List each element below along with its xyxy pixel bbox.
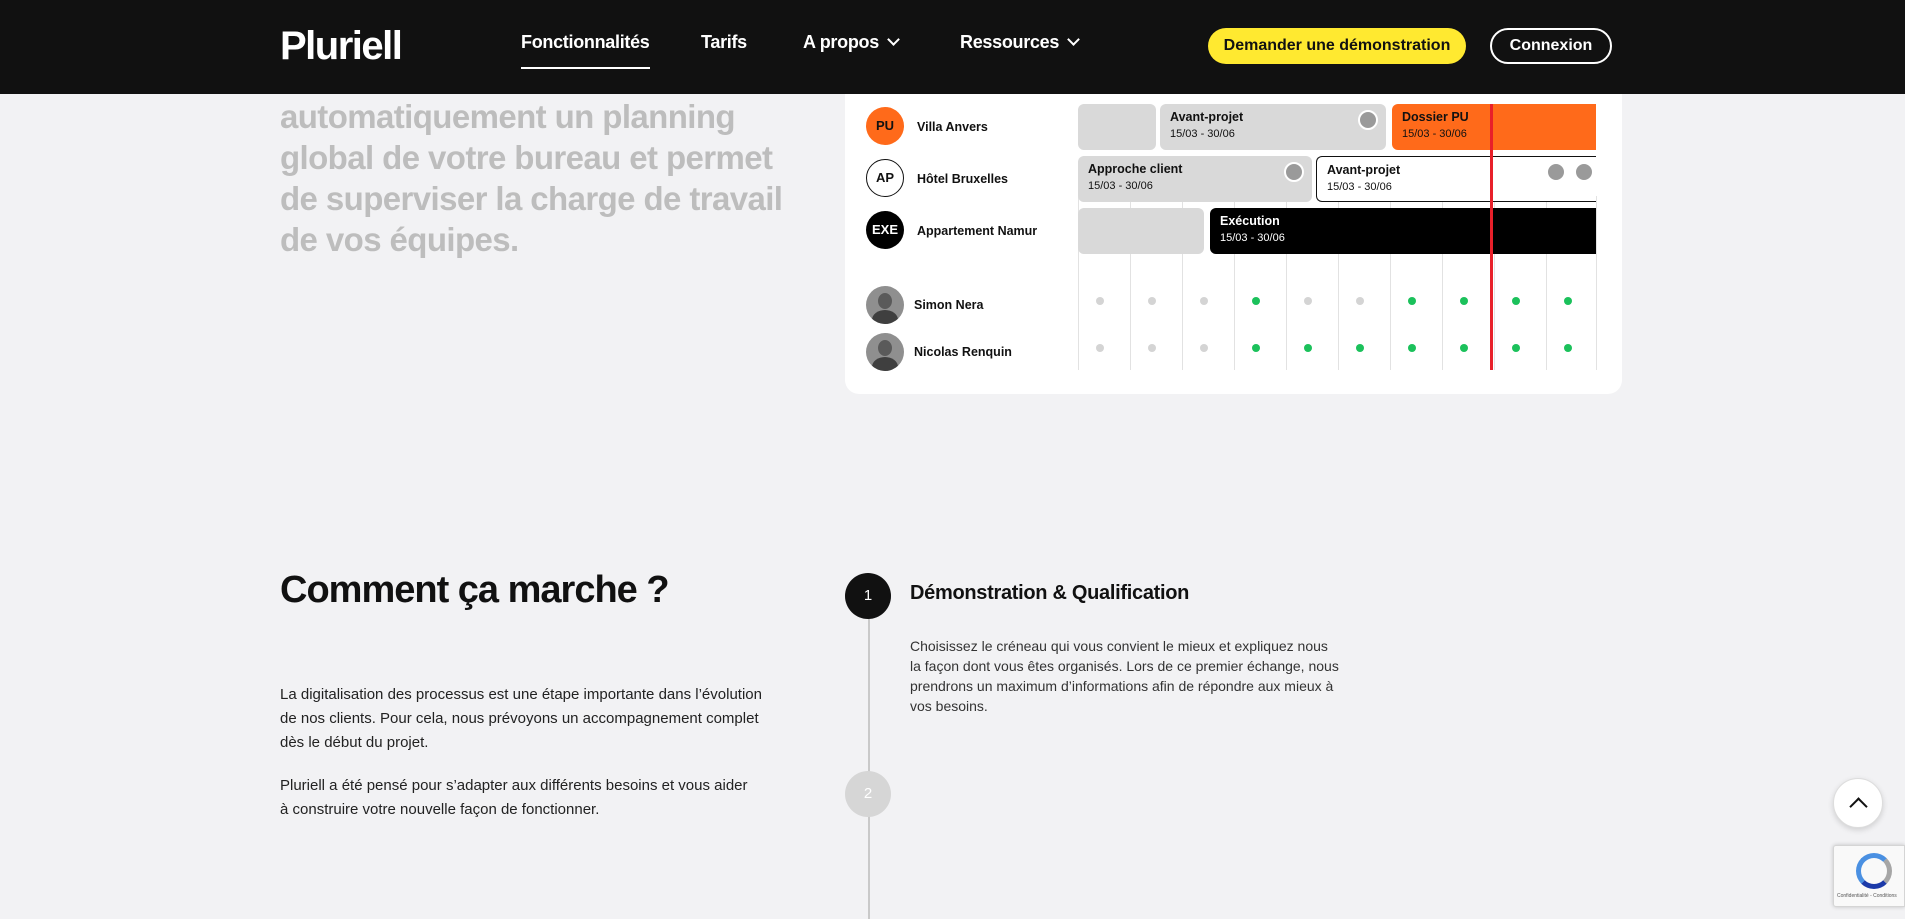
availability-dot-available [1460,297,1468,305]
nav-link-tarifs[interactable]: Tarifs [701,32,747,52]
project-badge-exe: EXE [866,211,904,249]
availability-dot-available [1408,344,1416,352]
gantt-bar[interactable] [1078,104,1156,150]
availability-dot-available [1252,297,1260,305]
section-paragraph: Pluriell a été pensé pour s’adapter aux différents besoins et vous aider à construire votre nouvelle façon de fonctionner. [280,777,748,818]
availability-dot-available [1564,344,1572,352]
gantt-bar-execution[interactable] [1210,208,1596,254]
logo[interactable]: Pluriell [280,24,402,68]
gantt-bar-title: Avant-projet [1170,110,1244,124]
step-number-1[interactable]: 1 [845,573,891,619]
avatar [866,286,904,324]
availability-dot-unavailable [1200,344,1208,352]
availability-dot-unavailable [1096,297,1104,305]
recaptcha-icon [1856,853,1892,889]
availability-dot-available [1512,297,1520,305]
availability-dot-available [1460,344,1468,352]
availability-dot-available [1408,297,1416,305]
person-name: Nicolas Renquin [914,345,1012,359]
gantt-bar-dates: 15/03 - 30/06 [1327,181,1392,193]
gantt-bar-approche-client[interactable] [1078,156,1312,202]
step-title: Démonstration & Qualification [910,582,1190,604]
avatar [1546,162,1566,182]
nav-link-a-propos-label: A propos [803,32,879,52]
gantt-bar-dates: 15/03 - 30/06 [1088,180,1153,192]
avatar [1574,162,1594,182]
grid-line [1596,196,1597,370]
gantt-bar-dossier-pu[interactable] [1392,104,1596,150]
gantt-bar-dates: 15/03 - 30/06 [1402,128,1467,140]
section-paragraph: La digitalisation des processus est une étape importante dans l’évolution de nos clients. Pour cela, nous prévoyons un accompagnement complet dès le début du projet. [280,686,762,751]
section-title: Comment ça marche ? [280,569,669,611]
availability-dot-unavailable [1148,344,1156,352]
availability-dot-available [1252,344,1260,352]
availability-dot-unavailable [1304,297,1312,305]
nav-link-ressources[interactable] [960,32,1078,53]
chevron-down-icon [1067,33,1080,46]
nav-link-a-propos[interactable] [803,32,898,53]
step-number-2[interactable]: 2 [845,771,891,817]
nav-link-ressources-label: Ressources [960,32,1060,52]
project-name: Villa Anvers [917,120,988,134]
scroll-top-button[interactable] [1833,778,1883,828]
avatar [1358,110,1378,130]
availability-dot-available [1304,344,1312,352]
gantt-bar-title: Dossier PU [1402,110,1469,124]
availability-dot-available [1564,297,1572,305]
gantt-bar[interactable] [1078,208,1204,254]
gantt-bar-dates: 15/03 - 30/06 [1170,128,1235,140]
gantt-bar-avant-projet[interactable] [1160,104,1386,150]
avatar [866,333,904,371]
gantt-bar-title: Approche client [1088,162,1183,176]
avatar [1284,162,1304,182]
availability-dot-unavailable [1096,344,1104,352]
project-badge-pu: PU [866,107,904,145]
recaptcha-text: Confidentialité - Conditions [1837,893,1897,899]
project-name: Hôtel Bruxelles [917,172,1009,186]
today-marker [1490,104,1493,370]
steps-timeline [868,596,870,919]
gantt-bar-title: Avant-projet [1327,163,1401,177]
availability-dot-available [1356,344,1364,352]
gantt-bar-avant-projet-2[interactable] [1316,156,1596,202]
login-button[interactable]: Connexion [1490,28,1612,64]
availability-dot-available [1512,344,1520,352]
intro-text: automatiquement un planning global de votre bureau et permet de superviser la charge de travail de vos équipes. [280,98,783,258]
chevron-down-icon [887,33,900,46]
nav-link-fonctionnalites[interactable]: Fonctionnalités [521,32,650,52]
availability-dot-unavailable [1148,297,1156,305]
request-demo-button[interactable]: Demander une démonstration [1208,28,1466,64]
project-badge-ap: AP [866,159,904,197]
step-text: Choisissez le créneau qui vous convient le mieux et expliquez nous la façon dont vous êtes organisés. Lors de ce premier échange, nous prendrons un maximum d’informations afin de répondre aux mieux à vos besoins. [910,638,1339,714]
availability-dot-unavailable [1356,297,1364,305]
top-nav [0,0,1905,94]
gantt-bar-dates: 15/03 - 30/06 [1220,232,1285,244]
project-name: Appartement Namur [917,224,1038,238]
recaptcha-badge[interactable] [1833,845,1905,907]
chevron-up-icon [1849,797,1867,815]
person-name: Simon Nera [914,298,984,312]
gantt-bar-title: Exécution [1220,214,1280,228]
availability-dot-unavailable [1200,297,1208,305]
